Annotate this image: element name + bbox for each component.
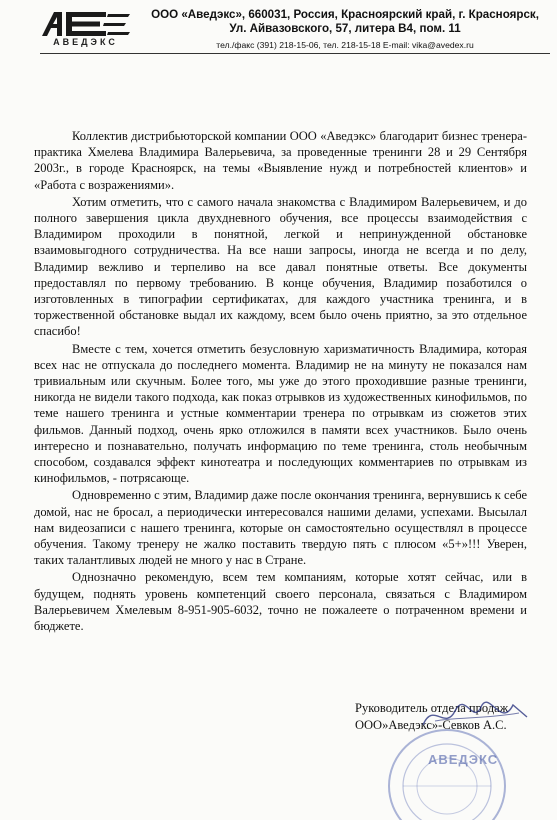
letterhead: [0, 0, 557, 62]
paragraph-4: Одновременно с этим, Владимир даже после окончания тренинга, вернувшись к себе домой, нас не бросал, а периодически интересовался нашими делами, успехами. Высылал нам видеозаписи с нашего тренинга, которые он самостоятельно осуществлял в процессе обучения. Такому тренеру не жалко поставить твердую пять с плюсом «5+»!!! Уверен, таких талантливых людей не много у нас в Стране.: [34, 488, 527, 568]
paragraph-2: Хотим отметить, что с самого начала знакомства с Владимиром Валерьевичем, и до полного завершения цикла двухдневного обучения, все процессы взаимодействия с Владимиром проходили в понятной, легкой и непринужденной обстановке взаимовыгодного сотрудничества. На все наши запросы, иногда не всегда и по делу, Владимир вежливо и терпеливо на все давал понятные ответы. Все документы предоставлял по первому требованию. В конце обучения, Владимир позаботился о изготовленных в типографии сертификатах, для каждого участника тренинга, и в торжественной обстановке выдал их каждому, всем было очень приятно, за это отдельное спасибо!: [34, 194, 527, 339]
company-address-line: Ул. Айвазовского, 57, литера В4, пом. 11: [229, 22, 461, 35]
signatory-name: ООО»Аведэкс»-Севков А.С.: [355, 717, 507, 732]
paragraph-3: Вместе с тем, хочется отметить безусловную харизматичность Владимира, которая всех нас не отпускала до последнего момента. Владимир не на минуту не показался нам тривиальным или скучным. Более того, мы уже до этого проходившие разные тренинги, никогда не видели такого подхода, как показ отрывков из художественных кинофильмов, по теме нашего тренинга и устные комментарии тренера по отрывкам из сюжетов этих фильмов. Данный подход, очень ярко отложился в памяти всех участников. Было очень интересно и познавательно, получать информацию по теме тренинга, столь необычным способом, создавался эффект кинотеатра и последующих комментариев по отрывкам из кинофильмов, - потрясающе.: [34, 341, 527, 486]
company-logo: [38, 8, 133, 50]
letterhead-divider: [40, 53, 550, 54]
logo-mark-icon: [38, 8, 133, 38]
stamp-text: АВЕДЭКС: [428, 752, 499, 767]
handwritten-signature: [415, 695, 535, 735]
signatory-position: Руководитель отдела продаж: [355, 701, 509, 715]
company-name-line: ООО «Аведэкс», 660031, Россия, Красноярский край, г. Красноярск,: [151, 8, 539, 21]
letter-body: [34, 128, 527, 634]
logo-wordmark: АВЕДЭКС: [53, 37, 118, 47]
paragraph-1: Коллектив дистрибьюторской компании ООО «Аведэкс» благодарит бизнес тренера-практика Хмелева Владимира Валерьевича, за проведенные тренинги 28 и 29 Сентября 2003г., в городе Красноярск, на темы «Выявление нужд и потребностей клиентов» и «Работа с возражениями».: [34, 129, 527, 192]
company-contacts-line: тел./факс (391) 218-15-06, тел. 218-15-18 E-mail: vika@avedex.ru: [216, 40, 474, 50]
company-stamp: [385, 724, 509, 820]
paragraph-5: Однозначно рекомендую, всем тем компаниям, которые хотят сейчас, или в будущем, поднять уровень компетенций своего персонала, связаться с Владимиром Валерьевичем Хмелевым 8-951-905-6032, точно не пожалеете о потраченном времени и бюджете.: [34, 570, 527, 634]
